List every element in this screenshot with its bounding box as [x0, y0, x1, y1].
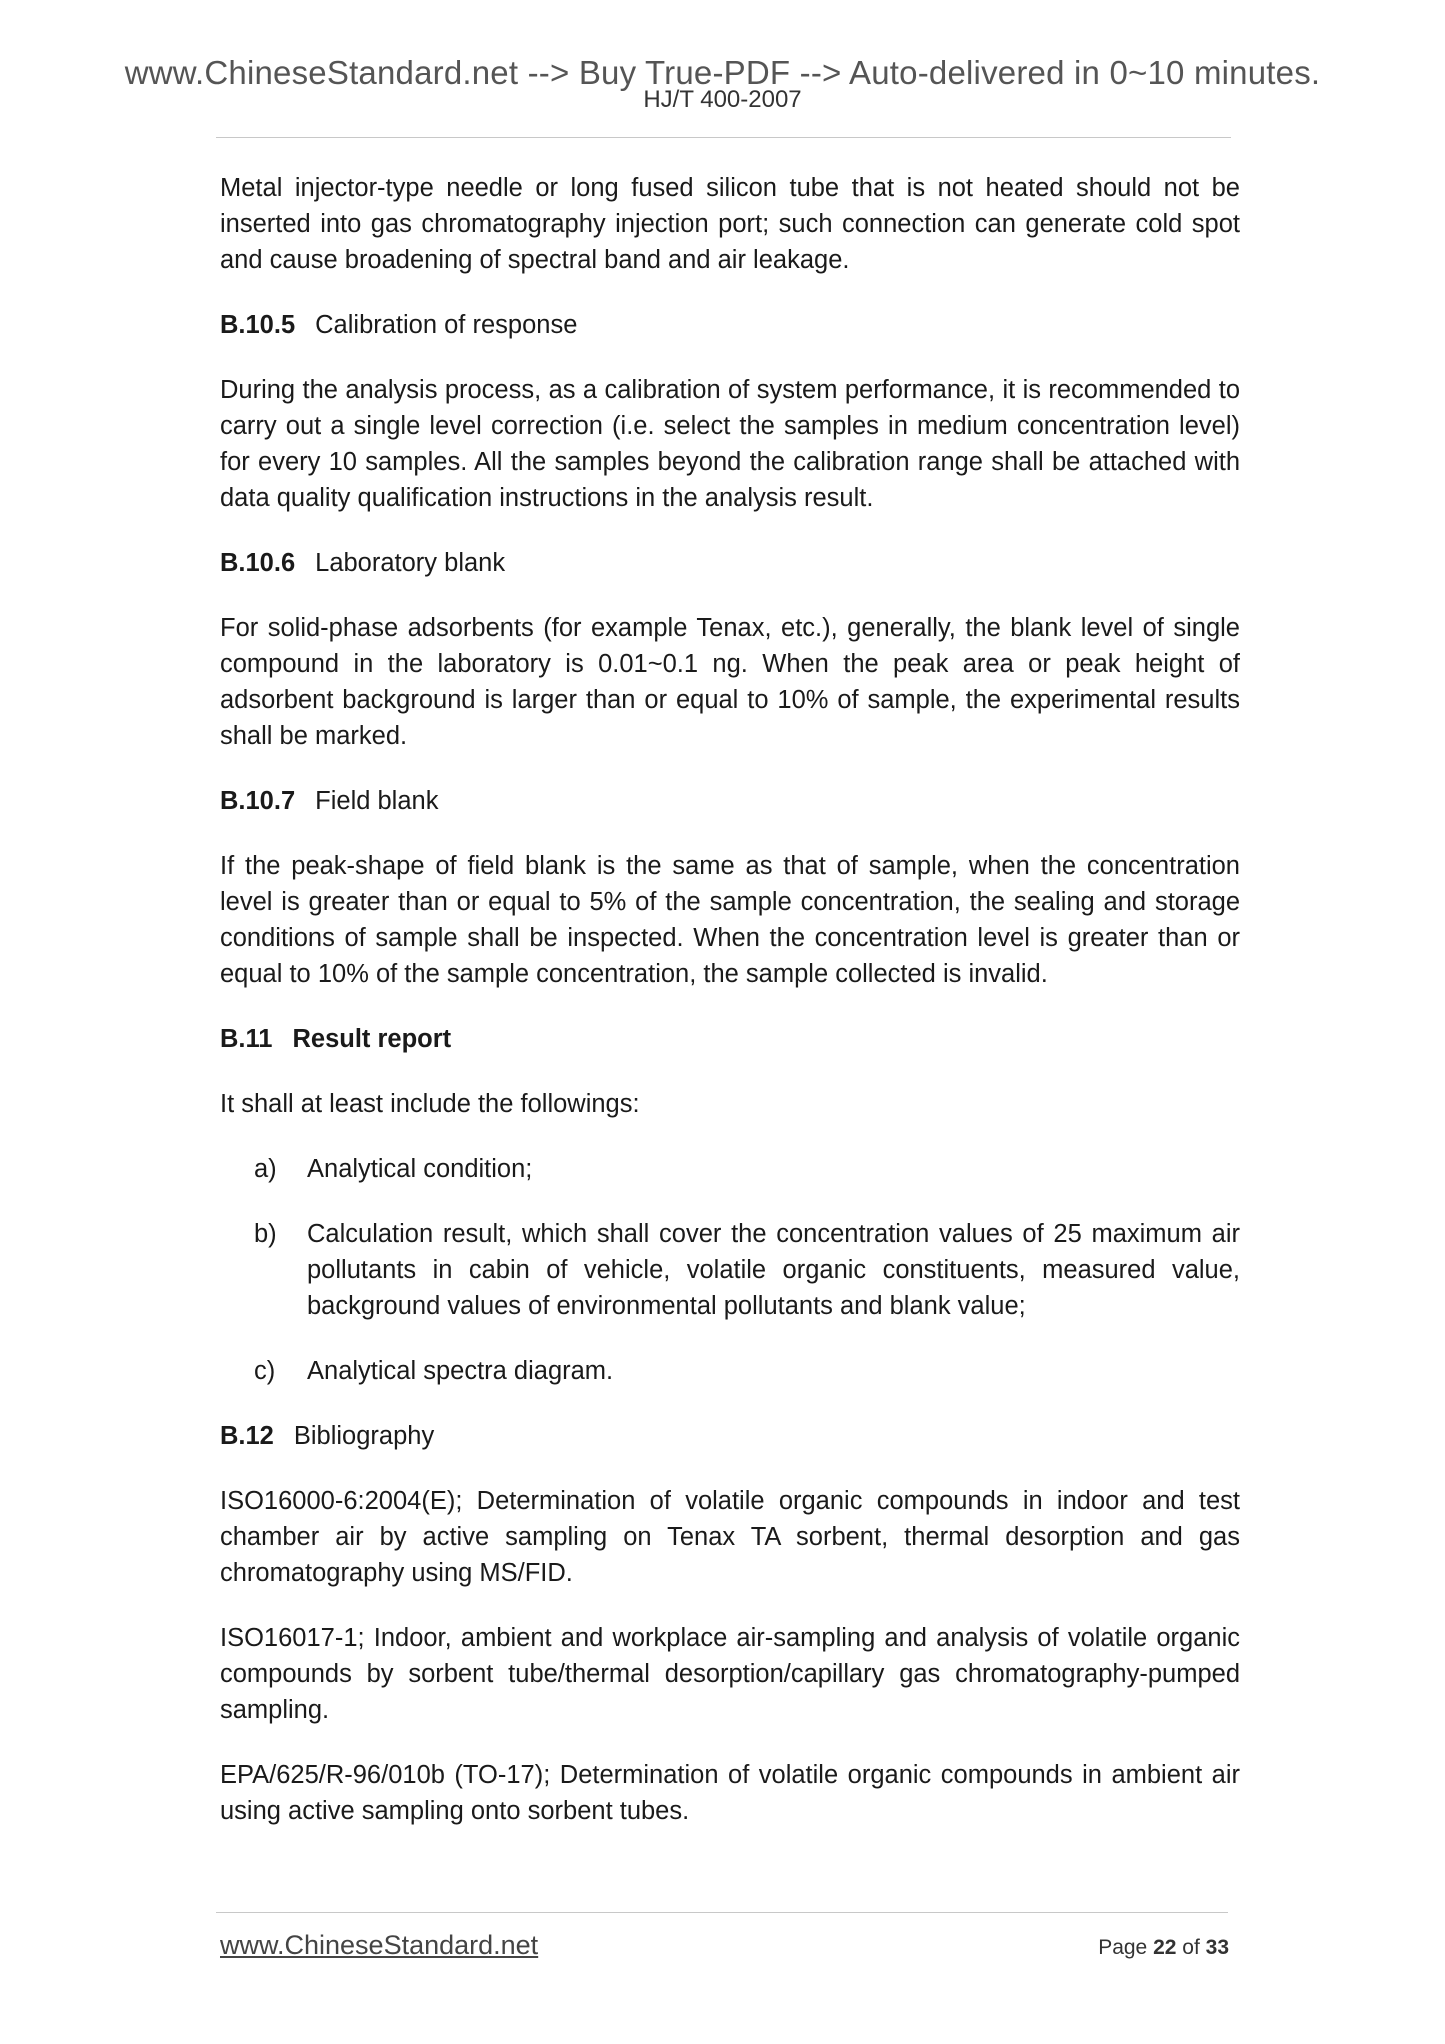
section-number: B.12 [220, 1422, 274, 1450]
bibliography-entry: ISO16017-1; Indoor, ambient and workplace air-sampling and analysis of volatile organic compounds by sorbent tube/thermal desorption/capillary gas chromatography-pumped sampling. [220, 1624, 1240, 1724]
section-title: Calibration of response [315, 311, 578, 339]
list-item [220, 1216, 1240, 1324]
section-title: Bibliography [293, 1422, 435, 1450]
section-paragraph-b10-7: If the peak-shape of field blank is the same as that of sample, when the concentration level is greater than or equal to 5% of the sample concentration, the sealing and storage conditions of sample shall be inspected. When the concentration level is greater than or equal to 10% of the sample concentration, the sample collected is invalid. [220, 852, 1240, 988]
list-item-text: Calculation result, which shall cover the concentration values of 25 maximum air pollutants in cabin of vehicle, volatile organic constituents, measured value, background values of environmental pollutants and blank value; [307, 1220, 1240, 1320]
page-current: 22 [1153, 1936, 1177, 1959]
footer-divider [216, 1912, 1228, 1913]
section-number: B.10.6 [220, 549, 296, 577]
section-number: B.11 [220, 1025, 273, 1053]
section-paragraph-b10-6: For solid-phase adsorbents (for example Tenax, etc.), generally, the blank level of single compound in the laboratory is 0.01~0.1 ng. When the peak area or peak height of adsorbent background is larger than or equal to 10% of sample, the experimental results shall be marked. [220, 614, 1240, 750]
section-title: Field blank [315, 787, 439, 815]
document-body [220, 170, 1240, 1858]
section-title: Laboratory blank [315, 549, 506, 577]
section-title: Result report [292, 1025, 452, 1053]
list-item [220, 1151, 1240, 1187]
list-marker: b) [254, 1220, 277, 1248]
list-item [220, 1353, 1240, 1389]
doc-number: HJ/T 400-2007 [643, 86, 802, 113]
list-marker: c) [254, 1357, 276, 1385]
header-divider [216, 137, 1231, 138]
list-item-text: Analytical spectra diagram. [307, 1357, 614, 1385]
page-label: Page [1098, 1936, 1148, 1959]
header-banner: www.ChineseStandard.net --> Buy True-PDF --> Auto-delivered in 0~10 minutes. [124, 54, 1321, 91]
bibliography-entry: ISO16000-6:2004(E); Determination of volatile organic compounds in indoor and test chamber air by active sampling on Tenax TA sorbent, thermal desorption and gas chromatography using MS/FID. [220, 1487, 1240, 1587]
section-heading-b10-7 [220, 783, 1240, 819]
section-number: B.10.5 [220, 311, 296, 339]
footer-website-link[interactable]: www.ChineseStandard.net [220, 1930, 539, 1960]
page-number [1098, 1937, 1229, 1958]
section-paragraph-b10-5: During the analysis process, as a calibration of system performance, it is recommended to carry out a single level correction (i.e. select the samples in medium concentration level) for every 10 samples. All the samples beyond the calibration range shall be attached with data quality qualification instructions in the analysis result. [220, 376, 1240, 512]
section-number: B.10.7 [220, 787, 296, 815]
list-marker: a) [254, 1155, 277, 1183]
section-intro-b11: It shall at least include the followings: [220, 1090, 640, 1118]
bibliography-entry: EPA/625/R-96/010b (TO-17); Determination of volatile organic compounds in ambient air using active sampling onto sorbent tubes. [220, 1761, 1240, 1825]
section-heading-b11 [220, 1021, 1240, 1057]
page-of: of [1182, 1936, 1200, 1959]
list-item-text: Analytical condition; [307, 1155, 533, 1183]
section-heading-b10-6 [220, 545, 1240, 581]
intro-paragraph: Metal injector-type needle or long fused silicon tube that is not heated should not be inserted into gas chromatography injection port; such connection can generate cold spot and cause broadening of spectral band and air leakage. [220, 174, 1240, 274]
page-total: 33 [1205, 1936, 1229, 1959]
section-heading-b12 [220, 1418, 1240, 1454]
section-heading-b10-5 [220, 307, 1240, 343]
